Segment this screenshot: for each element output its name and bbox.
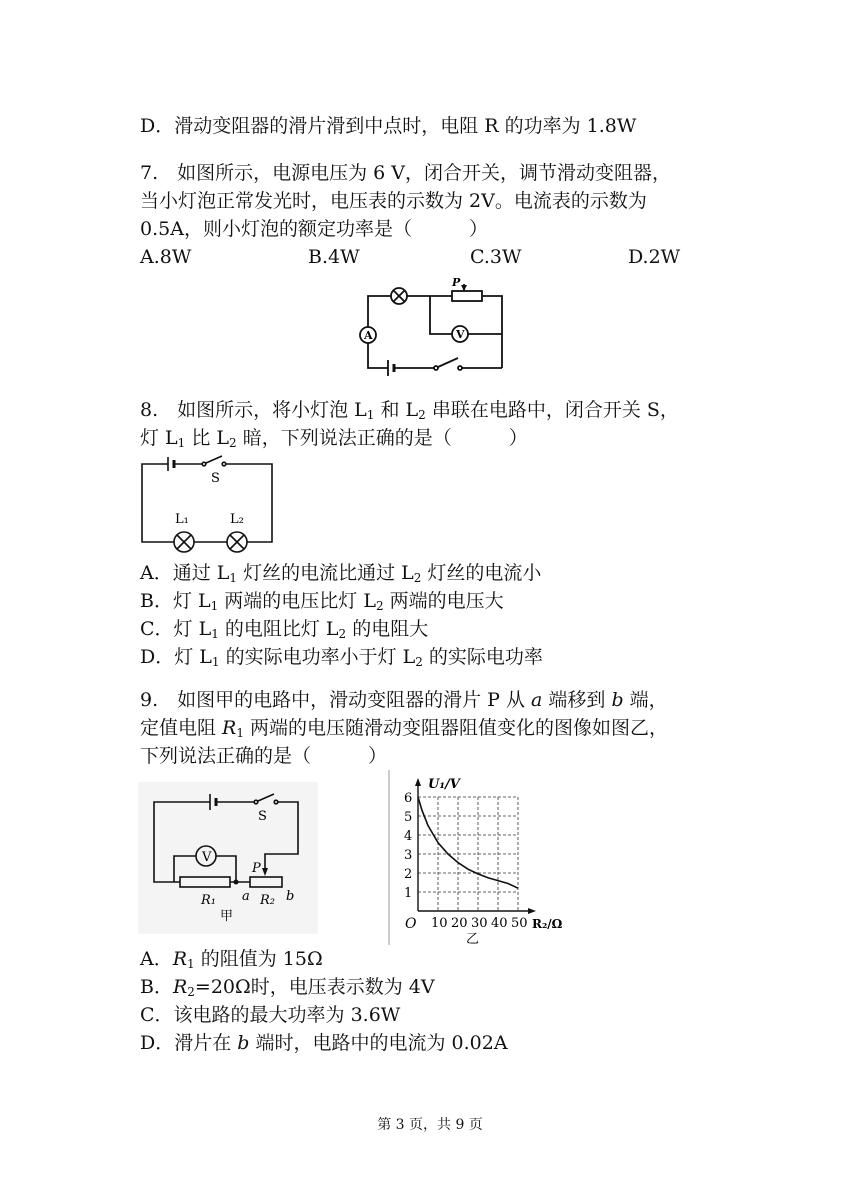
chart-x-tick-label: 20 — [451, 916, 468, 931]
slider-label: P — [252, 861, 261, 876]
chart-grid — [418, 797, 518, 911]
r1-label: R₁ — [201, 893, 216, 908]
q7-option-c[interactable]: C.3W — [470, 246, 522, 268]
chart-x-tick-label: 50 — [511, 916, 528, 931]
q8-option-b[interactable]: B．灯 $L_1$ 两端的电压比灯 $L_2$ 两端的电压大 — [140, 590, 504, 613]
q9-option-a[interactable]: A．$R_1$ 的阻值为 15Ω — [140, 948, 323, 971]
q7-stem-line-1: 7. 如图所示，电源电压为 6 V，闭合开关，调节滑动变阻器， — [140, 162, 672, 184]
q9-option-d[interactable]: D．滑片在 b 端时，电路中的电流为 0.02A — [140, 1032, 508, 1054]
chart-x-arrow — [528, 908, 536, 914]
chart-caption: 乙 — [466, 932, 480, 947]
chart-y-tick-label: 1 — [404, 886, 413, 901]
chart-y-tick-label: 5 — [404, 810, 413, 825]
chart-series-line — [418, 797, 518, 888]
rheostat-icon — [452, 291, 482, 301]
chart-origin: O — [405, 916, 417, 932]
chart-y-tick-label: 4 — [404, 829, 413, 844]
chart-x-tick-label: 30 — [471, 916, 488, 931]
chart-y-tick-label: 3 — [404, 848, 413, 863]
q8-stem-line-2: 灯 $L_1$ 比 $L_2$ 暗，下列说法正确的是（ ） — [140, 427, 528, 450]
q8-stem-line-1: 8. 如图所示，将小灯泡 $L_1$ 和 $L_2$ 串联在电路中，闭合开关 S， — [140, 399, 679, 422]
switch-label: S — [211, 471, 220, 486]
q9-stem-line-2: 定值电阻 $R_1$ 两端的电压随滑动变阻器阻值变化的图像如图乙， — [140, 717, 669, 740]
q9-circuit-diagram — [138, 782, 318, 934]
q9-stem-line-1: 9. 如图甲的电路中，滑动变阻器的滑片 P 从 a 端移到 b 端， — [140, 689, 668, 711]
lamp1-label: L₁ — [175, 512, 189, 527]
chart-y-tick-label: 2 — [404, 867, 413, 882]
ammeter-label: A — [364, 329, 373, 342]
chart-x-tick-label: 10 — [431, 916, 448, 931]
chart-y-tick-label: 6 — [404, 791, 413, 806]
figure-caption: 甲 — [220, 909, 234, 924]
voltmeter-label: V — [456, 328, 465, 341]
page-footer: 第 3 页，共 9 页 — [377, 1117, 483, 1133]
chart-x-tick-label: 40 — [491, 916, 508, 931]
q8-option-c[interactable]: C．灯 $L_1$ 的电阻比灯 $L_2$ 的电阻大 — [140, 618, 429, 641]
b-label: b — [286, 889, 295, 904]
q9-option-b[interactable]: B．$R_2=20\Omega$时，电压表示数为 4V — [140, 976, 435, 999]
q6-option-d: D．滑动变阻器的滑片滑到中点时，电阻 R 的功率为 1.8W — [140, 115, 637, 137]
lamp2-label: L₂ — [230, 512, 244, 527]
q8-circuit-diagram — [138, 454, 278, 559]
q7-option-a[interactable]: A.8W — [140, 246, 192, 268]
q9-stem-line-3: 下列说法正确的是（ ） — [140, 745, 388, 767]
q9-option-c[interactable]: C．该电路的最大功率为 3.6W — [140, 1004, 401, 1026]
q7-stem-line-3: 0.5A，则小灯泡的额定功率是（ ） — [140, 218, 488, 240]
q9-graph — [388, 770, 578, 948]
voltmeter-label: V — [202, 850, 212, 865]
a-label: a — [242, 889, 250, 904]
slider-label: P — [452, 276, 461, 289]
switch-label: S — [258, 809, 267, 824]
q8-option-a[interactable]: A．通过 $L_1$ 灯丝的电流比通过 $L_2$ 灯丝的电流小 — [140, 562, 542, 585]
chart-y-arrow — [415, 778, 421, 786]
chart-xlabel: R₂/Ω — [532, 917, 563, 931]
q7-stem-line-2: 当小灯泡正常发光时，电压表的示数为 2V。电流表的示数为 — [140, 190, 647, 212]
q7-option-b[interactable]: B.4W — [308, 246, 360, 268]
chart-ylabel: U₁/V — [428, 777, 460, 792]
q7-circuit-diagram — [352, 272, 512, 372]
r2-label: R₂ — [260, 893, 275, 908]
q7-option-d[interactable]: D.2W — [628, 246, 681, 268]
q8-option-d[interactable]: D．灯 $L_1$ 的实际电功率小于灯 $L_2$ 的实际电功率 — [140, 646, 543, 669]
